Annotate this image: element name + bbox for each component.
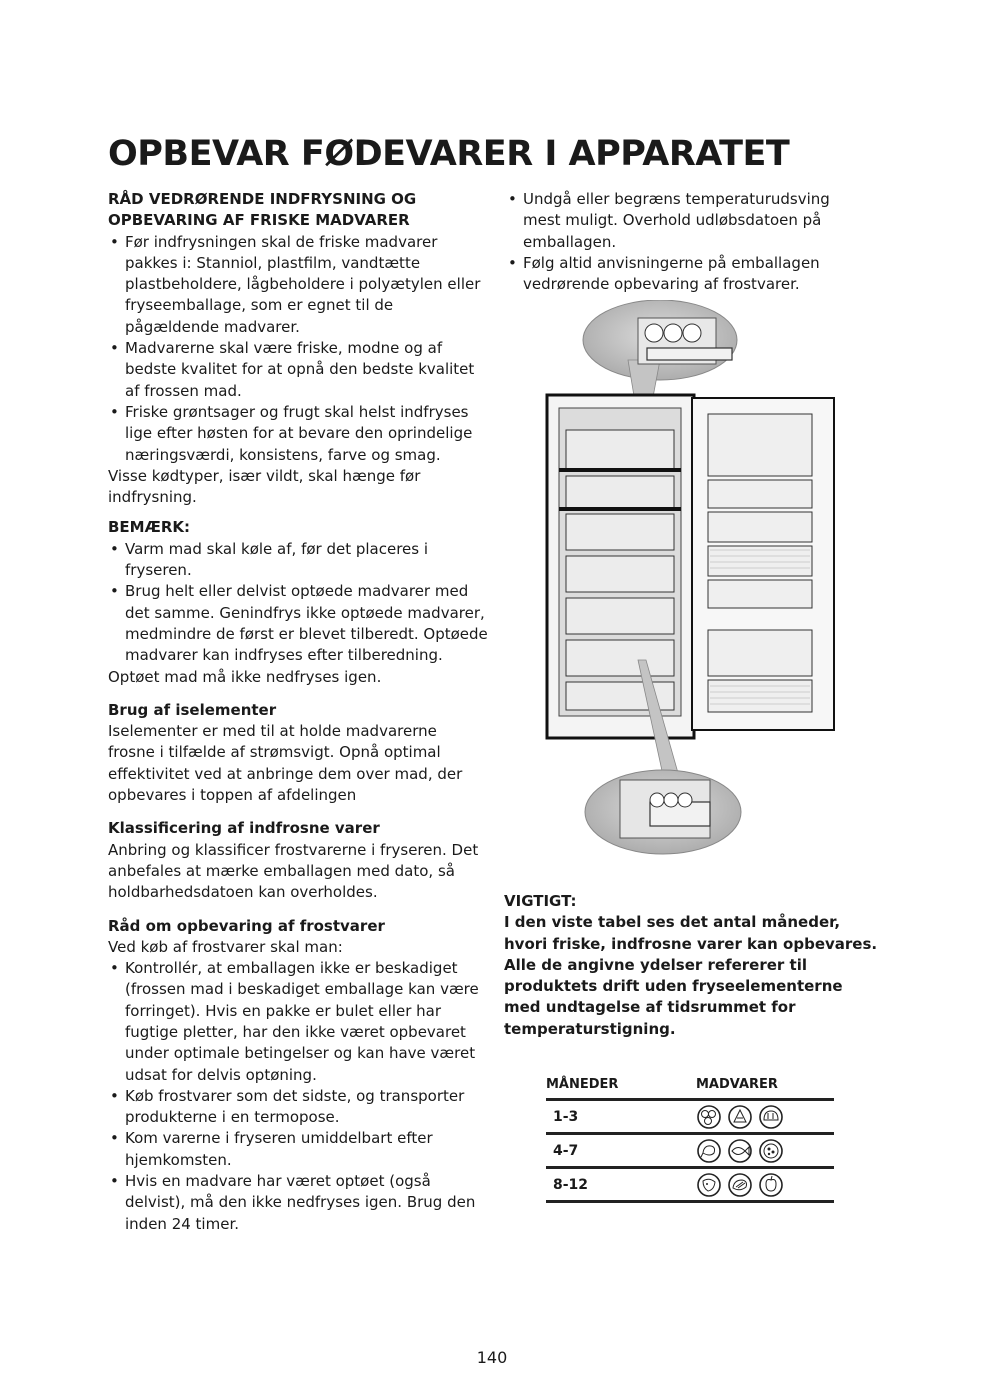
fresh-food-list: [108, 232, 488, 466]
section-heading-ice-packs: Brug af iselementer: [108, 700, 277, 719]
header-months: MÅNEDER: [546, 1076, 619, 1092]
table-row: [546, 1132, 834, 1166]
row-months: 4-7: [553, 1142, 579, 1159]
note-heading: VIGTIGT:: [504, 892, 577, 910]
pizza-icon: [757, 1138, 785, 1164]
page-title: OPBEVAR FØDEVARER I APPARATET: [108, 134, 790, 174]
row-months: 8-12: [553, 1176, 589, 1193]
right-column: [506, 189, 866, 295]
table-row: [546, 1098, 834, 1132]
table-row: [546, 1166, 834, 1203]
storage-list: [506, 189, 866, 295]
important-note: [504, 891, 884, 1040]
paragraph: Ved køb af frostvarer skal man:: [108, 937, 343, 956]
page-number: 140: [476, 1348, 508, 1367]
paragraph: Iselementer er med til at holde madvarerne frosne i tilfælde af strømsvigt. Opnå optimal effektivitet ved at anbringe dem over mad, der opbevares i toppen af afdelingen: [108, 722, 463, 805]
section-heading-frozen-advice: Råd om opbevaring af frostvarer: [108, 916, 385, 935]
row-months: 1-3: [553, 1108, 579, 1125]
list-item: • Før indfrysningen skal de friske madvarer pakkes i: Stanniol, plastfilm, vandtætte plastbeholdere, lågbeholdere i polyætylen eller fryseemballage, som er egnet til de pågældende madvarer.: [108, 232, 488, 338]
header-foods: MADVARER: [696, 1076, 778, 1092]
note-list: [108, 539, 488, 667]
chicken-icon: [695, 1138, 723, 1164]
list-item: • Undgå eller begræns temperaturudsving mest muligt. Overhold udløbsdatoen på emballagen.: [506, 189, 866, 253]
paragraph: Optøet mad må ikke nedfryses igen.: [108, 667, 382, 686]
section-heading-classification: Klassificering af indfrosne varer: [108, 819, 380, 838]
meat-icon: [726, 1172, 754, 1198]
note-text: I den viste tabel ses det antal måneder, hvori friske, indfrosne varer kan opbevares. Alle de angivne ydelser refererer til produktets drift uden fryseelementerne med undtagelse af tidsrummet for temperaturstigning.: [504, 913, 878, 1038]
fish-icon: [726, 1138, 754, 1164]
fruit-icon: [757, 1172, 785, 1198]
vegetable-icon: [695, 1172, 723, 1198]
list-item: • Madvarerne skal være friske, modne og af bedste kvalitet for at opnå den bedste kvalitet af frossen mad.: [108, 338, 488, 402]
storage-time-table: [546, 1070, 834, 1203]
list-item: • Kom varerne i fryseren umiddelbart efter hjemkomsten.: [108, 1128, 488, 1171]
freezer-illustration: [540, 300, 840, 860]
list-item: • Kontrollér, at emballagen ikke er beskadiget (frossen mad i beskadiget emballage kan være forringet). Hvis en pakke er bulet eller har fugtige pletter, har den ikke været opbevaret under optimale betingelser og kan have været udsat for delvis optøning.: [108, 958, 488, 1086]
left-column: [108, 189, 488, 1235]
paragraph: Anbring og klassificer frostvarerne i fryseren. Det anbefales at mærke emballagen med dato, så holdbarhedsdatoen kan overholdes.: [108, 840, 479, 902]
list-item: • Friske grøntsager og frugt skal helst indfryses lige efter høsten for at bevare den oprindelige næringsværdi, konsistens, farve og smag.: [108, 402, 488, 466]
list-item: • Brug helt eller delvist optøede madvarer med det samme. Genindfrys ikke optøede madvarer, medmindre de først er blevet tilberedt. Optøede madvarer kan indfryses efter tilberedning.: [108, 581, 488, 666]
list-item: • Køb frostvarer som det sidste, og transporter produkterne i en termopose.: [108, 1086, 488, 1129]
list-item: • Hvis en madvare har været optøet (også delvist), må den ikke nedfryses igen. Brug den inden 24 timer.: [108, 1171, 488, 1235]
list-item: • Følg altid anvisningerne på emballagen vedrørende opbevaring af frostvarer.: [506, 253, 866, 296]
frozen-advice-list: [108, 958, 488, 1235]
section-heading-note: BEMÆRK:: [108, 518, 191, 537]
list-item: • Varm mad skal køle af, før det placeres i fryseren.: [108, 539, 488, 582]
mushrooms-icon: [695, 1104, 723, 1130]
cake-icon: [726, 1104, 754, 1130]
bread-icon: [757, 1104, 785, 1130]
paragraph: Visse kødtyper, især vildt, skal hænge før indfrysning.: [108, 466, 421, 507]
section-heading-fresh-food: RÅD VEDRØRENDE INDFRYSNING OG OPBEVARING AF FRISKE MADVARER: [108, 190, 417, 230]
table-header: [546, 1070, 834, 1098]
